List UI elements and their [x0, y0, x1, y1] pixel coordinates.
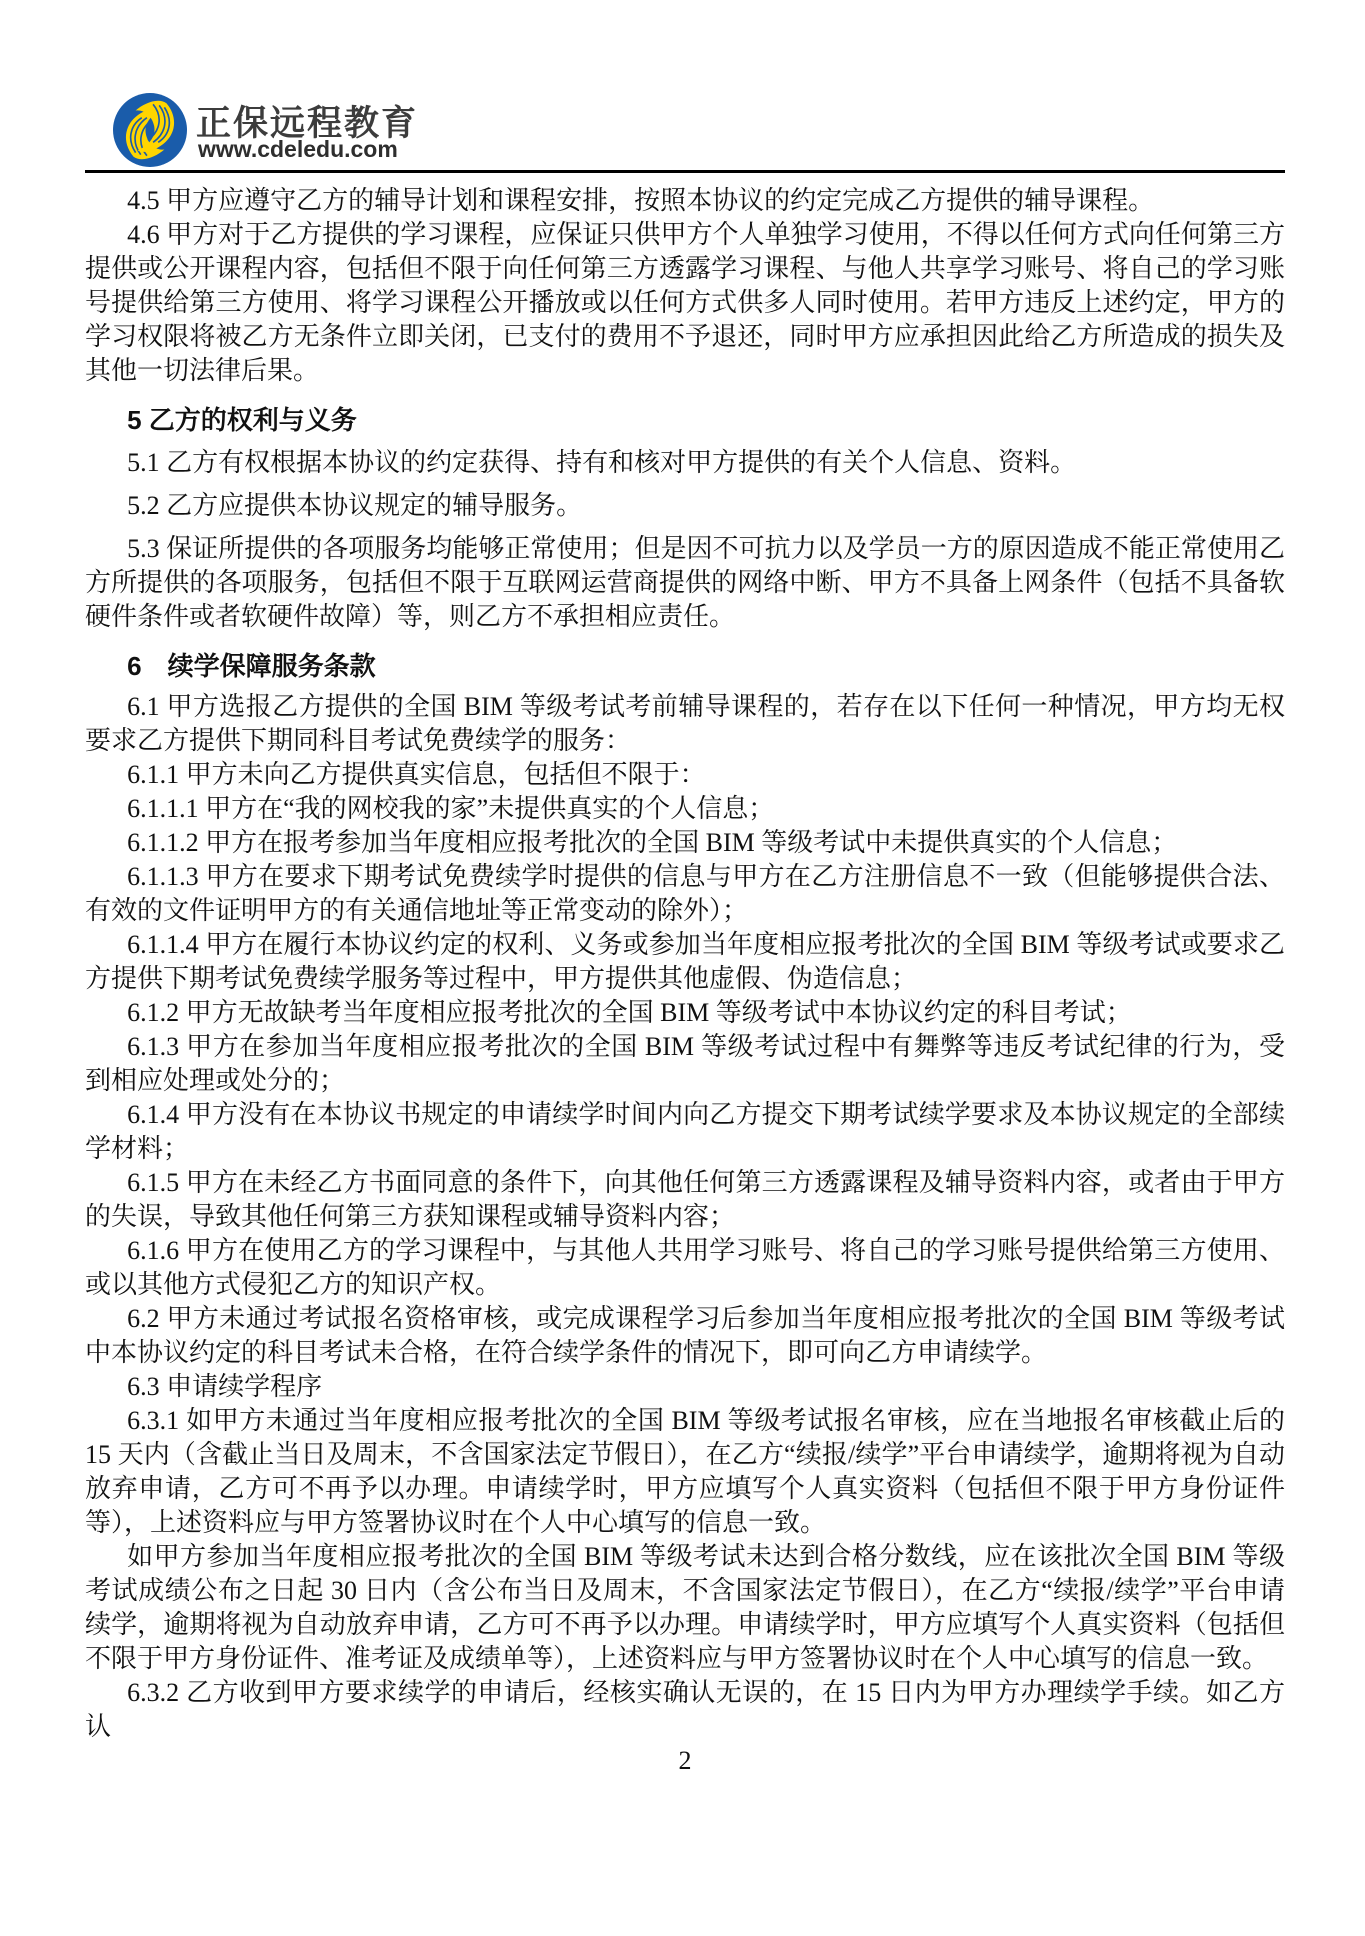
section-heading: 5 乙方的权利与义务	[127, 405, 357, 435]
paragraph: 6.1.5 甲方在未经乙方书面同意的条件下，向其他任何第三方透露课程及辅导资料内容，或者由于甲方的失误，导致其他任何第三方获知课程或辅导资料内容；	[85, 1168, 1285, 1231]
paragraph: 6.1.1.4 甲方在履行本协议约定的权利、义务或参加当年度相应报考批次的全国 BIM 等级考试或要求乙方提供下期考试免费续学服务等过程中，甲方提供其他虚假、伪造信息；	[85, 930, 1285, 993]
paragraph: 4.6 甲方对于乙方提供的学习课程，应保证只供甲方个人单独学习使用，不得以任何方式向任何第三方提供或公开课程内容，包括但不限于向任何第三方透露学习课程、与他人共享学习账号、将自己的学习账号提供给第三方使用、将学习课程公开播放或以任何方式供多人同时使用。若甲方违反上述约定，甲方的学习权限将被乙方无条件立即关闭，已支付的费用不予退还，同时甲方应承担因此给乙方所造成的损失及其他一切法律后果。	[85, 220, 1285, 385]
paragraph: 6.1.2 甲方无故缺考当年度相应报考批次的全国 BIM 等级考试中本协议约定的科目考试；	[127, 998, 1132, 1027]
paragraph: 6.1.1 甲方未向乙方提供真实信息，包括但不限于：	[127, 760, 706, 789]
paragraph: 6.1.4 甲方没有在本协议书规定的申请续学时间内向乙方提交下期考试续学要求及本协议规定的全部续学材料；	[85, 1100, 1285, 1163]
paragraph: 如甲方参加当年度相应报考批次的全国 BIM 等级考试未达到合格分数线，应在该批次全国 BIM 等级考试成绩公布之日起 30 日内（含公布当日及周末，不含国家法定节假日），在乙方“续报/续学”平台申请续学，逾期将视为自动放弃申请，乙方可不再予以办理。申请续学时，甲方应填写个人真实资料（包括但不限于甲方身份证件、准考证及成绩单等），上述资料应与甲方签署协议时在个人中心填写的信息一致。	[85, 1542, 1285, 1673]
paragraph: 6.3 申请续学程序	[127, 1372, 323, 1401]
document-body	[85, 184, 1285, 1778]
paragraph: 6.1.1.2 甲方在报考参加当年度相应报考批次的全国 BIM 等级考试中未提供真实的个人信息；	[127, 828, 1178, 857]
paragraph: 6.2 甲方未通过考试报名资格审核，或完成课程学习后参加当年度相应报考批次的全国 BIM 等级考试中本协议约定的科目考试未合格，在符合续学条件的情况下，即可向乙方申请续学。	[85, 1304, 1285, 1367]
paragraph: 6.1.1.1 甲方在“我的网校我的家”未提供真实的个人信息；	[127, 794, 775, 823]
paragraph: 6.1.3 甲方在参加当年度相应报考批次的全国 BIM 等级考试过程中有舞弊等违反考试纪律的行为，受到相应处理或处分的；	[85, 1032, 1285, 1095]
header-divider	[85, 170, 1285, 173]
paragraph: 6.3.1 如甲方未通过当年度相应报考批次的全国 BIM 等级考试报名审核，应在当地报名审核截止后的 15 天内（含截止当日及周末，不含国家法定节假日），在乙方“续报/续学”平台申请续学，逾期将视为自动放弃申请，乙方可不再予以办理。申请续学时，甲方应填写个人真实资料（包括但不限于甲方身份证件等），上述资料应与甲方签署协议时在个人中心填写的信息一致。	[85, 1406, 1285, 1537]
paragraph: 6.1.1.3 甲方在要求下期考试免费续学时提供的信息与甲方在乙方注册信息不一致（但能够提供合法、有效的文件证明甲方的有关通信地址等正常变动的除外）；	[85, 862, 1285, 925]
paragraph: 6.1 甲方选报乙方提供的全国 BIM 等级考试考前辅导课程的，若存在以下任何一种情况，甲方均无权要求乙方提供下期同科目考试免费续学的服务：	[85, 692, 1285, 755]
paragraph: 4.5 甲方应遵守乙方的辅导计划和课程安排，按照本协议的约定完成乙方提供的辅导课程。	[127, 186, 1155, 215]
paragraph: 6.1.6 甲方在使用乙方的学习课程中，与其他人共用学习账号、将自己的学习账号提供给第三方使用、或以其他方式侵犯乙方的知识产权。	[85, 1236, 1285, 1299]
paragraph: 5.2 乙方应提供本协议规定的辅导服务。	[127, 491, 583, 520]
page-number: 2	[678, 1746, 692, 1775]
paragraph: 6.3.2 乙方收到甲方要求续学的申请后，经核实确认无误的，在 15 日内为甲方办理续学手续。如乙方认	[85, 1678, 1285, 1741]
brand-logo-icon	[113, 93, 187, 167]
brand-url: www.cdeledu.com	[198, 136, 398, 162]
brand-name: 正保远程教育	[196, 104, 419, 143]
paragraph: 5.3 保证所提供的各项服务均能够正常使用；但是因不可抗力以及学员一方的原因造成不能正常使用乙方所提供的各项服务，包括但不限于互联网运营商提供的网络中断、甲方不具备上网条件（包括不具备软硬件条件或者软硬件故障）等，则乙方不承担相应责任。	[85, 534, 1285, 631]
page-header	[0, 0, 1365, 182]
section-heading: 6 续学保障服务条款	[127, 651, 376, 681]
paragraph: 5.1 乙方有权根据本协议的约定获得、持有和核对甲方提供的有关个人信息、资料。	[127, 448, 1077, 477]
